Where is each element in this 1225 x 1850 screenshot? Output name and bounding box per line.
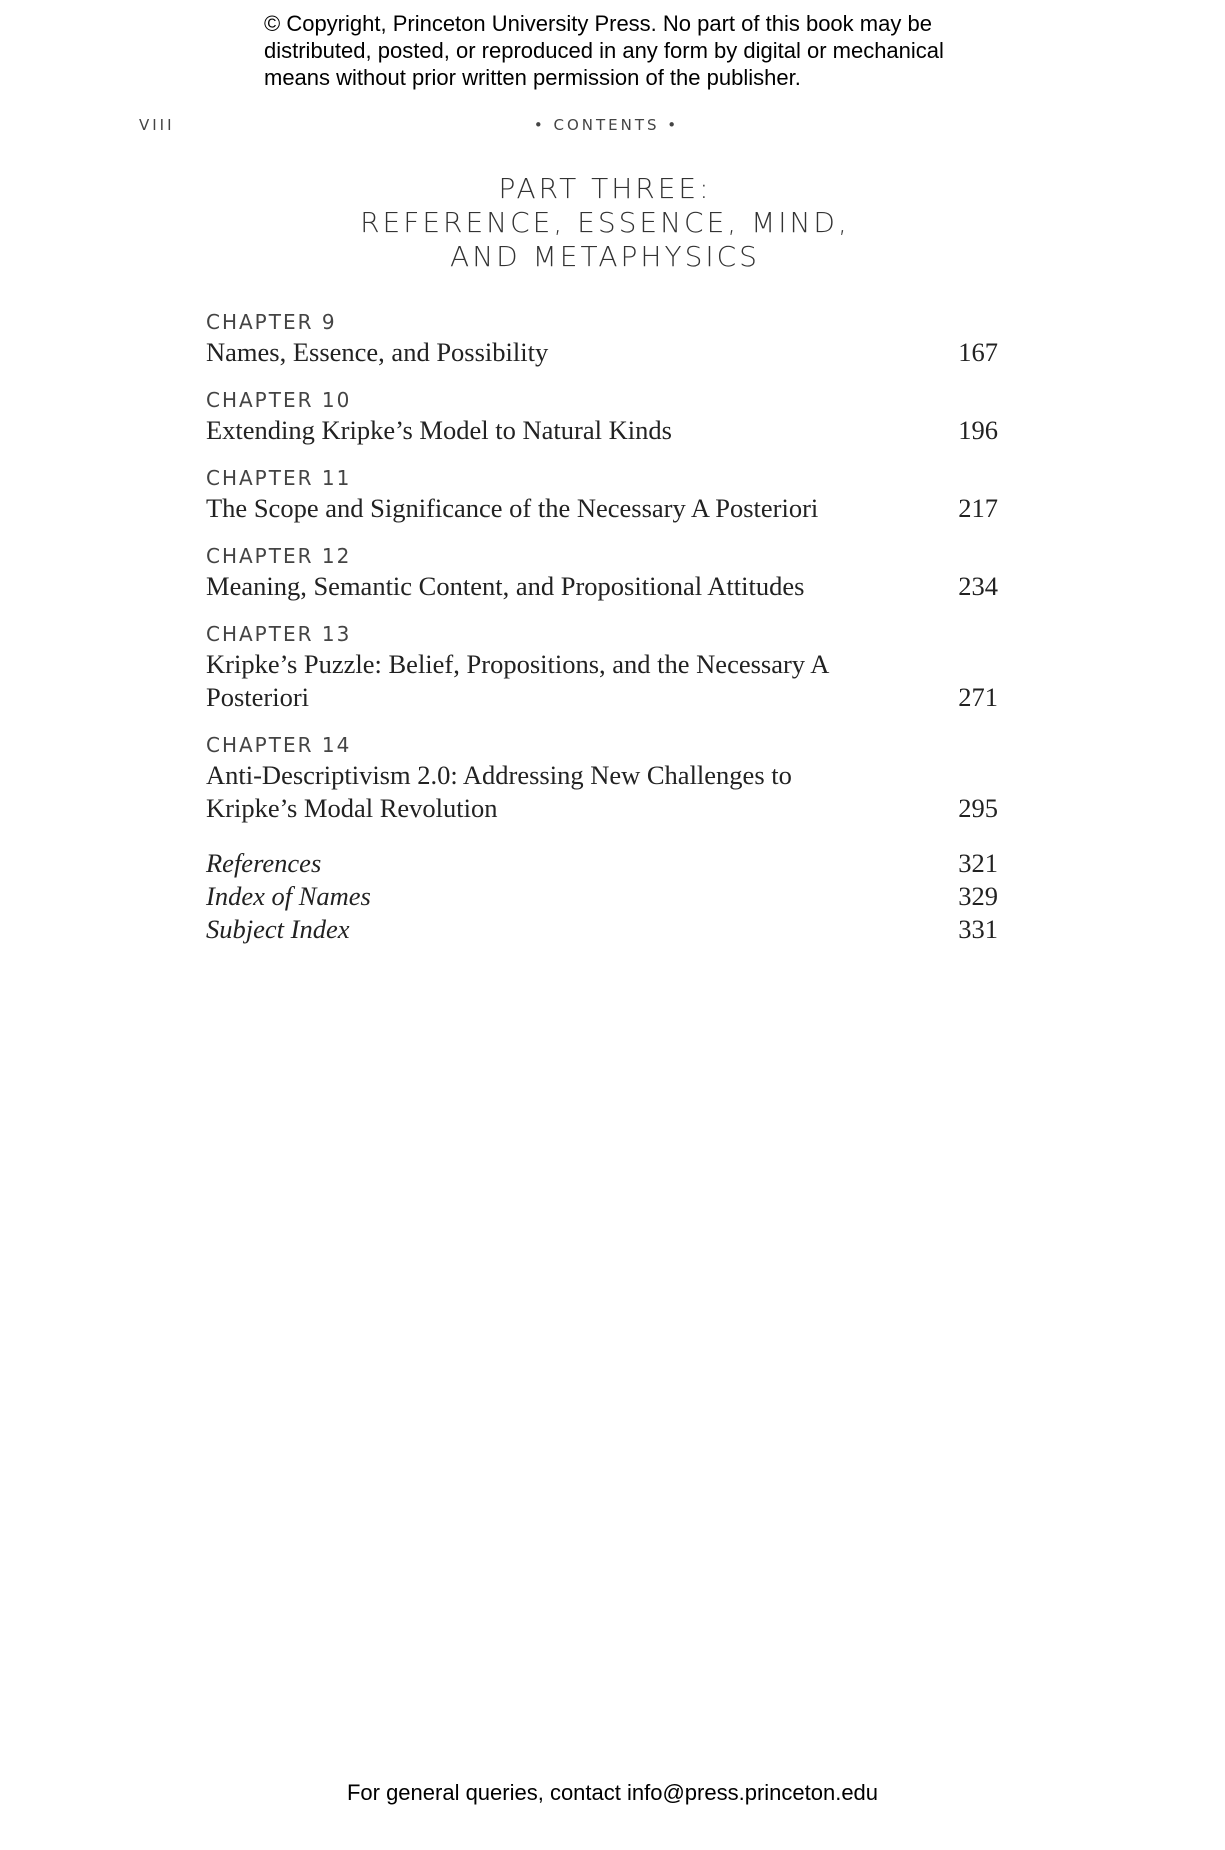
toc-chapter-14 — [206, 731, 998, 825]
copyright-notice — [264, 10, 984, 91]
footer-contact: For general queries, contact info@press.princeton.edu — [346, 1780, 879, 1805]
backmatter-page: 331 — [958, 914, 998, 944]
table-of-contents — [206, 308, 998, 946]
backmatter-item — [206, 913, 998, 946]
backmatter-list — [206, 847, 998, 946]
chapter-title[interactable]: Kripke’s Puzzle: Belief, Propositions, and the Necessary A Posteriori — [206, 649, 828, 712]
chapter-page: 234 — [958, 571, 998, 601]
part-title-line: REFERENCE, ESSENCE, MIND, — [360, 206, 850, 239]
toc-chapter-13 — [206, 620, 998, 714]
chapter-title[interactable]: Names, Essence, and Possibility — [206, 337, 549, 367]
toc-chapter-10 — [206, 386, 998, 447]
part-title — [0, 172, 1210, 274]
chapter-label: CHAPTER 10 — [206, 388, 352, 412]
chapter-label: CHAPTER 13 — [206, 622, 352, 646]
copyright-line: © Copyright, Princeton University Press. No part of this book may be — [264, 11, 932, 36]
chapter-title[interactable]: The Scope and Significance of the Necessary A Posteriori — [206, 493, 819, 523]
page-number: VIII — [139, 116, 175, 134]
part-title-line: AND METAPHYSICS — [450, 240, 760, 273]
toc-chapter-12 — [206, 542, 998, 603]
running-head — [0, 114, 1225, 140]
backmatter-page: 329 — [958, 881, 998, 911]
chapter-label: CHAPTER 11 — [206, 466, 352, 490]
backmatter-title[interactable]: Index of Names — [206, 881, 371, 911]
chapter-page: 196 — [958, 415, 998, 445]
chapter-page: 295 — [958, 793, 998, 823]
chapter-title[interactable]: Extending Kripke’s Model to Natural Kinds — [206, 415, 672, 445]
copyright-line: means without prior written permission of the publisher. — [264, 65, 801, 90]
backmatter-item — [206, 880, 998, 913]
chapter-page: 217 — [958, 493, 998, 523]
part-title-line: PART THREE: — [498, 172, 712, 205]
chapter-title[interactable]: Meaning, Semantic Content, and Propositional Attitudes — [206, 571, 805, 601]
backmatter-page: 321 — [958, 848, 998, 878]
chapter-page: 271 — [958, 682, 998, 712]
chapter-label: CHAPTER 14 — [206, 733, 352, 757]
running-title: • CONTENTS • — [533, 116, 680, 134]
chapter-label: CHAPTER 12 — [206, 544, 352, 568]
backmatter-item — [206, 847, 998, 880]
chapter-label: CHAPTER 9 — [206, 310, 337, 334]
backmatter-title[interactable]: Subject Index — [206, 914, 350, 944]
backmatter-title[interactable]: References — [206, 848, 322, 878]
toc-chapter-9 — [206, 308, 998, 369]
chapter-title[interactable]: Anti-Descriptivism 2.0: Addressing New Challenges to Kripke’s Modal Revolution — [206, 760, 792, 823]
copyright-line: distributed, posted, or reproduced in any form by digital or mechanical — [264, 38, 944, 63]
toc-chapter-11 — [206, 464, 998, 525]
chapter-page: 167 — [958, 337, 998, 367]
